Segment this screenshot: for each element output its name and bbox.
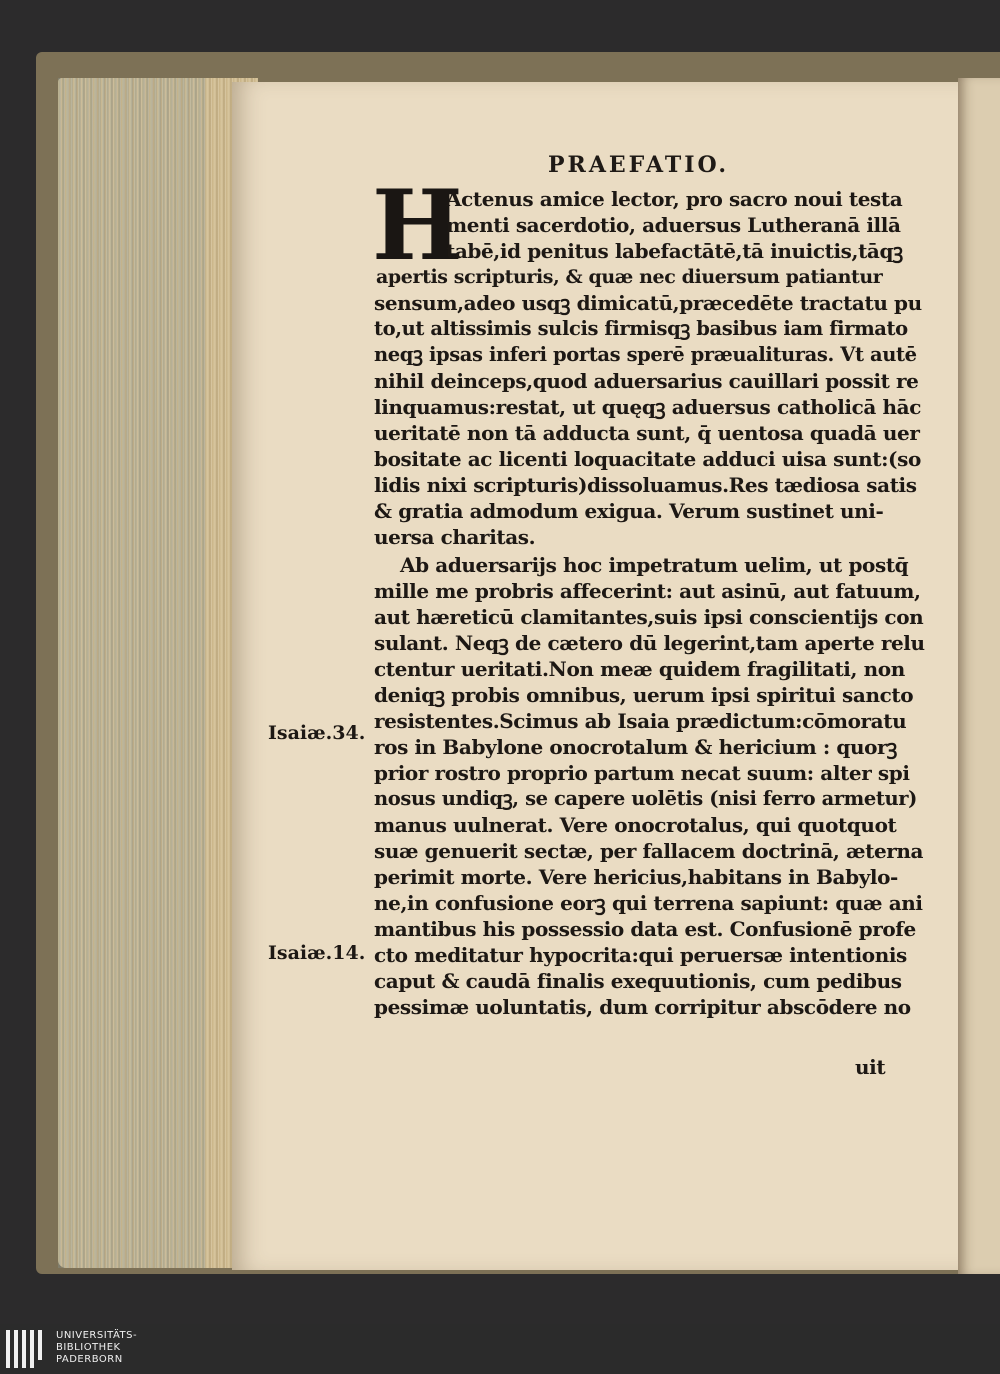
text-line: apertis scripturis, & quæ nec diuersum patiantur — [376, 266, 883, 288]
text-line: & gratia admodum exigua. Verum sustinet uni- — [374, 499, 884, 523]
text-line: menti sacerdotio, aduersus Lutheranā illā — [446, 213, 901, 237]
text-line: neqꝫ ipsas inferi portas sperē præualituras. Vt autē — [374, 343, 917, 366]
text-line: mille me probris affecerint: aut asinū, aut fatuum, — [374, 579, 921, 603]
text-line: nihil deinceps,quod aduersarius cauillari possit re — [374, 369, 919, 393]
text-line: perimit morte. Vere hericius,habitans in Babylo- — [374, 865, 898, 889]
page-edge-tint — [58, 78, 206, 1268]
marginal-note: Isaiæ.34. — [268, 722, 366, 744]
text-line: caput & caudā finalis exequutionis, cum pedibus — [374, 969, 902, 993]
page-header: PRAEFATIO. — [548, 152, 730, 178]
library-logo-icon — [6, 1330, 46, 1368]
text-line: pessimæ uoluntatis, dum corripitur abscōdere no — [374, 995, 911, 1019]
text-line: linquamus:restat, ut quęqꝫ aduersus catholicā hāc — [374, 395, 922, 419]
library-name-line: UNIVERSITÄTS- — [56, 1330, 138, 1341]
text-line: Ab aduersarijs hoc impetratum uelim, ut postq̄ — [400, 553, 909, 577]
text-line: prior rostro proprio partum necat suum: alter spi — [374, 761, 910, 785]
library-name — [56, 1330, 137, 1366]
text-line: ueritatē non tā adducta sunt, q̄ uentosa quadā uer — [374, 421, 920, 445]
text-line: Actenus amice lector, pro sacro noui testa — [446, 187, 903, 211]
text-line: deniqꝫ probis omnibus, uerum ipsi spiritui sancto — [374, 683, 914, 707]
drop-cap-initial: H — [372, 169, 463, 282]
text-line: suæ genuerit sectæ, per fallacem doctrinā, æterna — [374, 839, 924, 863]
text-line: ctentur ueritati.Non meæ quidem fragilitati, non — [374, 657, 905, 681]
text-line: tabē,id penitus labefactātē,tā inuictis,tāqꝫ — [446, 239, 903, 263]
text-line: ros in Babylone onocrotalum & hericium : quorꝫ — [374, 735, 898, 759]
text-line: uersa charitas. — [374, 525, 536, 549]
text-line: mantibus his possessio data est. Confusionē profe — [374, 917, 916, 941]
text-line: cto meditatur hypocrita:qui peruersæ intentionis — [374, 943, 907, 967]
text-line: resistentes.Scimus ab Isaia prædictum:cōmoratu — [374, 709, 907, 733]
marginal-note: Isaiæ.14. — [268, 942, 366, 964]
catchword: uit — [855, 1055, 886, 1079]
library-name-line: BIBLIOTHEK — [56, 1342, 121, 1353]
text-line: sulant. Neqꝫ de cætero dū legerint,tam aperte relu — [374, 631, 925, 655]
text-line: nosus undiqꝫ, se capere uolētis (nisi ferro armetur) — [374, 787, 918, 810]
text-line: to,ut altissimis sulcis firmisqꝫ basibus iam firmato — [374, 317, 908, 340]
facing-page-edge — [958, 78, 1000, 1274]
library-footer — [0, 1324, 1000, 1374]
text-line: aut hæreticū clamitantes,suis ipsi conscientijs con — [374, 605, 924, 629]
text-line: lidis nixi scripturis)dissoluamus.Res tædiosa satis — [374, 473, 917, 497]
text-line: ne,in confusione eorꝫ qui terrena sapiunt: quæ ani — [374, 891, 923, 915]
library-name-line: PADERBORN — [56, 1354, 123, 1365]
text-line: manus uulnerat. Vere onocrotalus, qui quotquot — [374, 813, 897, 837]
text-line: bositate ac licenti loquacitate adduci uisa sunt:(so — [374, 447, 921, 471]
text-line: sensum,adeo usqꝫ dimicatū,præcedēte tractatu pu — [374, 291, 922, 315]
